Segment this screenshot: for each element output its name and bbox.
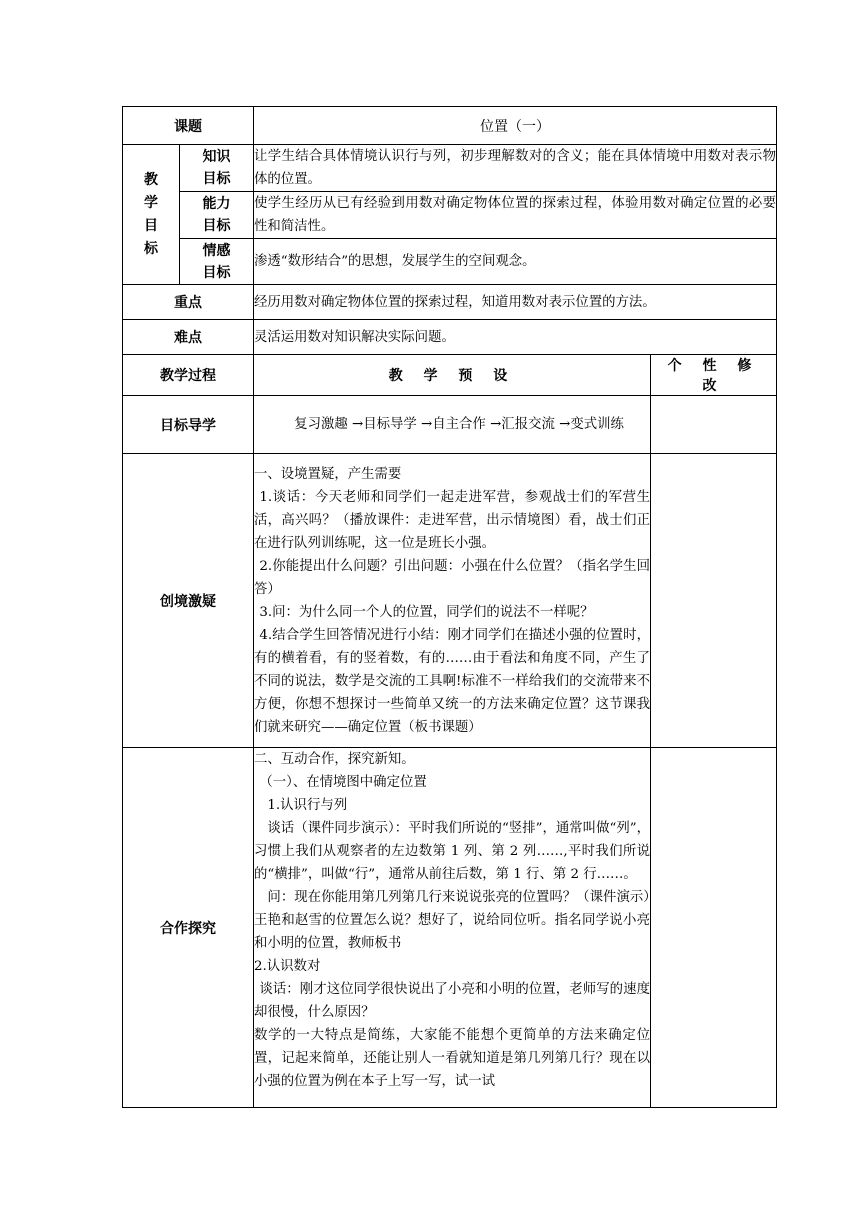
topic-label: 课题 xyxy=(123,107,254,145)
step-paragraph: 一、设境置疑，产生需要 xyxy=(254,466,402,482)
objective-row-knowledge xyxy=(123,145,777,192)
objectives-char: 标 xyxy=(144,240,158,257)
step-paragraph: 谈话（课件同步演示）：平时我们所说的“竖排”，通常叫做“列”，习惯上我们从观察者的左边数第 1 列、第 2 列……,平时我们所说的“横排”，叫做“行”，通常从前往后数，第 1 行、第 2 行……。 xyxy=(254,821,650,882)
step-paragraph: 谈话：刚才这位同学很快说出了小亮和小明的位置，老师写的速度却很慢，什么原因？ xyxy=(254,982,650,1020)
process-column-header: 教学过程 xyxy=(123,355,254,396)
step-paragraph: 1.认识行与列 xyxy=(267,798,348,813)
revision-cell xyxy=(651,396,777,454)
step-paragraph: （一）、在情境图中确定位置 xyxy=(259,775,427,790)
step-row-goal-guide xyxy=(123,396,777,454)
step-row-cooperation xyxy=(123,748,777,1108)
knowledge-text: 让学生结合具体情境认识行与列，初步理解数对的含义；能在具体情境中用数对表示物体的位置。 xyxy=(254,145,777,192)
step-paragraph: 4.结合学生回答情况进行小结：刚才同学们在描述小强的位置时，有的横着看，有的竖着数，有的……由于看法和角度不同，产生了不同的说法，数学是交流的工具啊!标准不一样给我们的交流带来不方便，你想不想探讨一些简单又统一的方法来确定位置？这节课我们就来研究——确定位置（板书课题） xyxy=(254,627,650,735)
emotion-label-line1: 情感 xyxy=(202,242,231,259)
emotion-label xyxy=(180,239,254,285)
lesson-plan-table xyxy=(122,106,777,1108)
key-point-row xyxy=(123,285,777,320)
emotion-label-line2: 目标 xyxy=(202,264,231,281)
step-paragraph: 1.谈话：今天老师和同学们一起走进军营，参观战士们的军营生活，高兴吗？（播放课件：走进军营，出示情境图）看，战士们正在进行队列训练呢，这一位是班长小强。 xyxy=(254,489,650,551)
ability-label-line2: 目标 xyxy=(202,218,231,234)
design-column-header: 教 学 预 设 xyxy=(254,355,651,396)
step-label: 合作探究 xyxy=(123,748,254,1108)
objectives-char: 教 xyxy=(144,171,158,188)
revision-cell xyxy=(651,748,777,1108)
step-paragraph: 2.你能提出什么问题？引出问题：小强在什么位置？（指名学生回答） xyxy=(254,558,650,597)
step-paragraph: 复习激趣 →目标导学 →自主合作 →汇报交流 →变式训练 xyxy=(294,417,624,432)
key-point-label: 重点 xyxy=(123,285,254,320)
step-paragraph: 二、互动合作，探究新知。 xyxy=(254,752,415,767)
step-label: 目标导学 xyxy=(123,396,254,454)
objective-row-emotion xyxy=(123,239,777,285)
ability-text: 使学生经历从已有经验到用数对确定物体位置的探索过程，体验用数对确定位置的必要性和简洁性。 xyxy=(254,192,777,239)
topic-row xyxy=(123,107,777,145)
step-content xyxy=(254,748,651,1108)
ability-label-line1: 能力 xyxy=(202,196,231,212)
objectives-group-label xyxy=(123,145,180,285)
difficulty-text: 灵活运用数对知识解决实际问题。 xyxy=(254,320,777,355)
topic-value: 位置（一） xyxy=(254,107,777,145)
difficulty-row xyxy=(123,320,777,355)
objective-row-ability xyxy=(123,192,777,239)
knowledge-label-line2: 目标 xyxy=(202,171,231,187)
revision-cell xyxy=(651,454,777,748)
step-paragraph: 问：现在你能用第几列第几行来说说张亮的位置吗？（课件演示）王艳和赵雪的位置怎么说？想好了，说给同位听。指名同学说小亮和小明的位置，教师板书 xyxy=(254,890,650,951)
key-point-text: 经历用数对确定物体位置的探索过程，知道用数对表示位置的方法。 xyxy=(254,285,777,320)
step-content xyxy=(254,396,651,454)
column-header-row xyxy=(123,355,777,396)
step-content xyxy=(254,454,651,748)
ability-label xyxy=(180,192,254,239)
step-paragraph: 2.认识数对 xyxy=(254,959,321,974)
revision-column-header: 个 性 修 改 xyxy=(651,355,777,396)
step-row-scenario xyxy=(123,454,777,748)
step-paragraph: 3.问：为什么同一个人的位置，同学们的说法不一样呢？ xyxy=(259,604,594,620)
knowledge-label xyxy=(180,145,254,192)
difficulty-label: 难点 xyxy=(123,320,254,355)
emotion-text: 渗透“数形结合”的思想，发展学生的空间观念。 xyxy=(254,239,777,285)
step-paragraph: 数学的一大特点是简练，大家能不能想个更简单的方法来确定位置，记起来简单，还能让别人一看就知道是第几列第几行？现在以小强的位置为例在本子上写一写，试一试 xyxy=(254,1028,650,1089)
knowledge-label-line1: 知识 xyxy=(202,149,231,165)
step-label: 创境激疑 xyxy=(123,454,254,748)
objectives-char: 目 xyxy=(144,217,158,234)
objectives-char: 学 xyxy=(144,194,158,211)
